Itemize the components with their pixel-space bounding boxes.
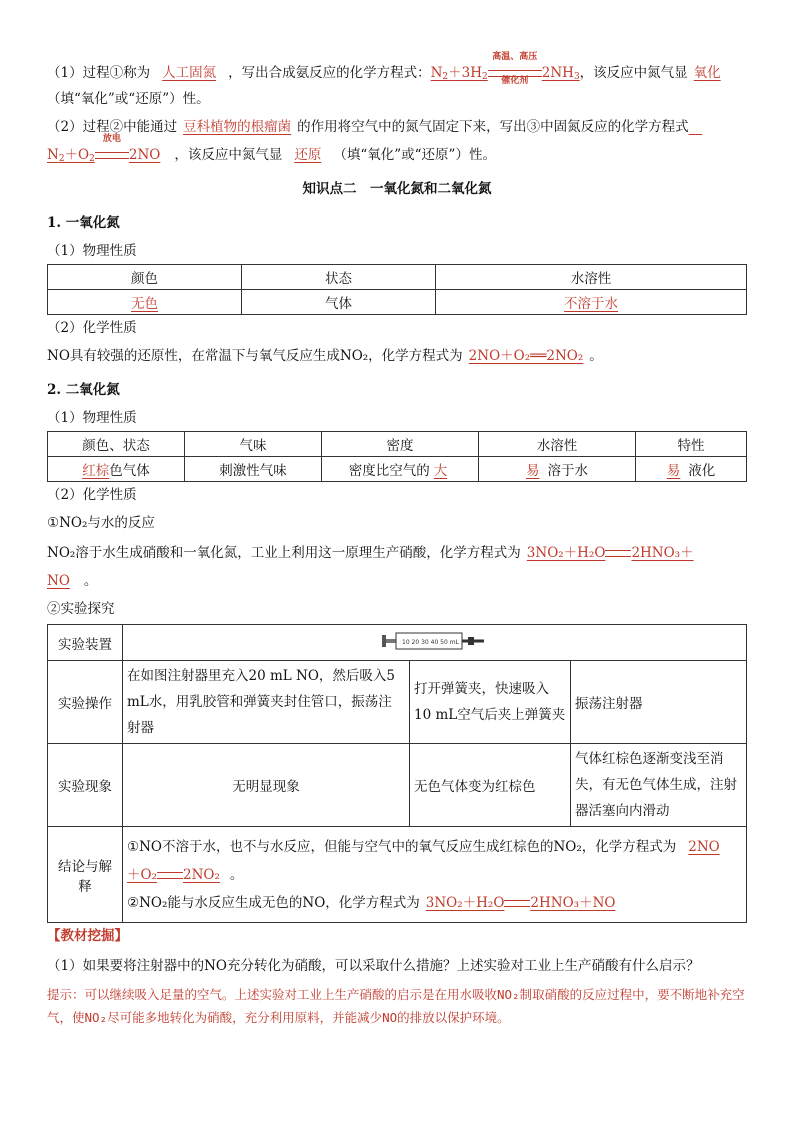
document-page — [47, 52, 747, 1029]
no2-water-text-cont: NO 。 — [47, 573, 98, 589]
no-physical-heading: （1）物理性质 — [47, 243, 137, 259]
no-oxidation-equation: 2NO＋O₂══2NO₂ — [468, 348, 584, 364]
process-2-paragraph-cont — [47, 134, 747, 170]
phenomenon-1: 无明显现象 — [123, 744, 410, 827]
section-title: 知识点二 一氧化氮和二氧化氮 — [302, 181, 492, 197]
no-chemical-text: NO具有较强的还原性，在常温下与氧气反应生成NO₂，化学方程式为 2NO＋O₂══2NO₂ 。 — [47, 348, 603, 364]
answer-root-nodule-bacteria: 豆科植物的根瘤菌 — [183, 119, 292, 135]
no-chemical-heading: （2）化学性质 — [47, 320, 137, 336]
table-cell: 刺激性气味 — [185, 457, 322, 482]
operation-step-1: 在如图注射器里充入20 mL NO，然后吸入5 mL水，用乳胶管和弹簧夹封住管口，振荡注射器 — [123, 661, 410, 744]
text: （填“氧化”或“还原”）性。 — [333, 147, 496, 163]
no2-physical-table — [47, 431, 747, 482]
nitrogen-oxygen-equation: $N_2+O_2$ 放电 2NO — [47, 134, 161, 164]
row-label: 实验操作 — [48, 661, 123, 744]
table-cell: 气体 — [242, 290, 436, 315]
text: （1）过程①称为 — [47, 65, 151, 81]
row-label: 实验装置 — [48, 625, 123, 661]
heading-no: 1. 一氧化氮 — [47, 215, 120, 231]
process-1-paragraph-cont — [47, 88, 747, 110]
experiment-table — [47, 624, 747, 923]
table-header: 气味 — [185, 432, 322, 457]
conclusion-cell: ①NO不溶于水，也不与水反应，但能与空气中的氧气反应生成红棕色的NO₂，化学方程式为 2NO ＋O₂ 2NO₂ 。 ②NO₂能与水反应生成无色的NO，化学方程式为 3NO₂＋H₂O 2HNO₃＋NO — [123, 827, 747, 923]
table-header: 水溶性 — [436, 265, 747, 290]
svg-text:10 20 30 40 50 mL: 10 20 30 40 50 mL — [401, 638, 459, 646]
operation-step-2: 打开弹簧夹，快速吸入10 mL空气后夹上弹簧夹 — [410, 661, 571, 744]
experiment-heading: ②实验探究 — [47, 601, 115, 617]
text: 的作用将空气中的氮气固定下来，写出③中固氮反应的化学方程式 — [297, 119, 689, 135]
table-cell: 无色 — [48, 290, 242, 315]
text: ，写出合成氨反应的化学方程式： — [228, 65, 431, 81]
answer-artificial-fixation: 人工固氮 — [162, 65, 217, 81]
table-cell: 密度比空气的 大 — [322, 457, 479, 482]
process-2-paragraph — [47, 116, 747, 138]
no2-water-text: NO₂溶于水生成硝酸和一氧化氮，工业上利用这一原理生产硝酸，化学方程式为 3NO₂＋H₂O 2HNO₃＋ — [47, 545, 694, 561]
text: （填“氧化”或“还原”）性。 — [47, 91, 210, 107]
no2-water-heading: ①NO₂与水的反应 — [47, 515, 155, 531]
answer-reducing: 还原 — [294, 147, 322, 163]
equation-arrow: 高温、高压 催化剂 — [488, 62, 542, 84]
table-cell: 易 液化 — [636, 457, 747, 482]
table-header: 密度 — [322, 432, 479, 457]
process-1-paragraph — [47, 52, 747, 88]
table-header: 颜色 — [48, 265, 242, 290]
no2-chemical-heading: （2）化学性质 — [47, 487, 137, 503]
phenomenon-3: 气体红棕色逐渐变浅至消失，有无色气体生成，注射器活塞向内滑动 — [571, 744, 747, 827]
table-header: 水溶性 — [479, 432, 636, 457]
table-header: 颜色、状态 — [48, 432, 185, 457]
table-header: 特性 — [636, 432, 747, 457]
row-label: 结论与解释 — [48, 827, 123, 923]
mining-question: （1）如果要将注射器中的NO充分转化为硝酸，可以采取什么措施？上述实验对工业上生产硝酸有什么启示？ — [47, 958, 700, 974]
phenomenon-2: 无色气体变为红棕色 — [410, 744, 571, 827]
table-header: 状态 — [242, 265, 436, 290]
equation-arrow: 放电 — [95, 144, 129, 166]
mining-hint: 提示：可以继续吸入足量的空气。上述实验对工业上生产硝酸的启示是在用水吸收NO₂制取硝酸的反应过程中，要不断地补充空气，使NO₂尽可能多地转化为硝酸，充分利用原料，并能减少NO的排放以保护环境。 — [47, 987, 745, 1025]
answer-oxidizing: 氧化 — [693, 65, 721, 81]
table-cell: 红棕色气体 — [48, 457, 185, 482]
syringe-icon — [380, 628, 490, 654]
table-cell: 不溶于水 — [436, 290, 747, 315]
table-cell: 易 溶于水 — [479, 457, 636, 482]
heading-no2: 2. 二氧化氮 — [47, 382, 120, 398]
row-label: 实验现象 — [48, 744, 123, 827]
no-physical-table — [47, 264, 747, 315]
ammonia-synthesis-equation: $N_2+3H_2$ 高温、高压 催化剂 $2NH_3$ — [430, 52, 580, 86]
syringe-figure-cell — [123, 625, 747, 661]
operation-step-3: 振荡注射器 — [571, 661, 747, 744]
text: ，该反应中氮气显 — [174, 147, 283, 163]
textbook-mining-title: 【教材挖掘】 — [47, 928, 128, 944]
text: ，该反应中氮气显 — [579, 65, 688, 81]
no2-physical-heading: （1）物理性质 — [47, 410, 137, 426]
text: （2）过程②中能通过 — [47, 119, 178, 135]
